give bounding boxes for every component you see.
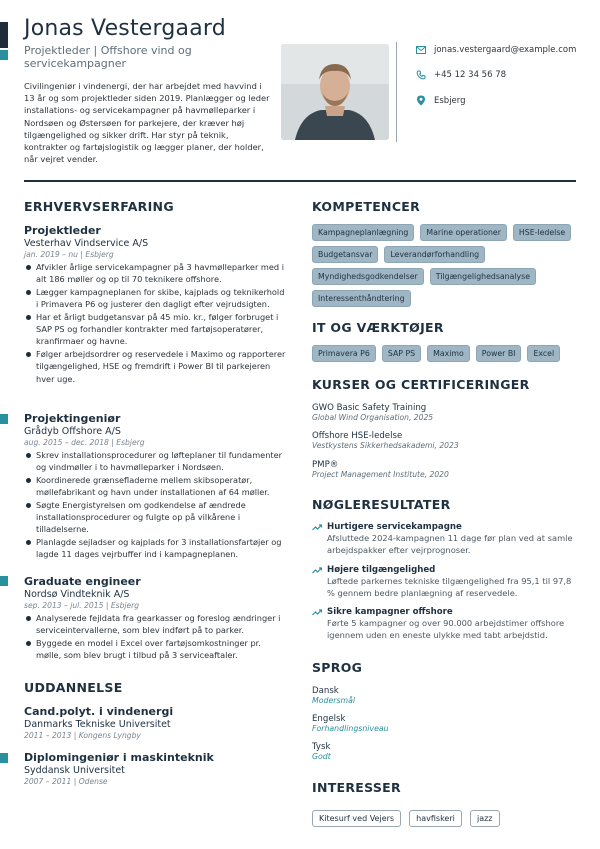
section-title-experience: ERHVERVSERFARING xyxy=(24,199,174,214)
job-bullets xyxy=(24,612,286,662)
result-text: Løftede parkernes tekniske tilgængelighed fra 95,1 til 97,8 % gennem bedre planlægning af reservedele. xyxy=(327,576,572,599)
contact-email[interactable] xyxy=(416,45,576,55)
skills-tags xyxy=(312,224,576,312)
section-title-languages: SPROG xyxy=(312,660,363,675)
result-entry xyxy=(312,522,576,556)
job-title: Graduate engineer xyxy=(24,575,141,588)
contact-location-text: Esbjerg xyxy=(434,95,466,106)
job-dates: jan. 2019 – nu xyxy=(24,250,78,259)
tools-tags xyxy=(312,345,576,367)
experience-accent-bar-2 xyxy=(0,576,8,586)
separator: | xyxy=(105,601,111,610)
tool-tag: Maximo xyxy=(427,345,470,362)
experience-accent-bar xyxy=(0,414,8,424)
course-entry xyxy=(312,460,576,479)
candidate-name: Jonas Vestergaard xyxy=(24,16,226,41)
result-entry xyxy=(312,565,576,599)
course-org: Global Wind Organisation, 2025 xyxy=(312,413,434,422)
job-bullet: Følger arbejdsordrer og reservedele i Maximo og rapporterer tilgængelighed, HSE og fremdrift i Power BI til parkejeren hver uge. xyxy=(24,348,286,385)
language-level: Forhandlingsniveau xyxy=(312,724,389,733)
job-bullets xyxy=(24,449,286,561)
skill-tag: Interessenthåndtering xyxy=(312,290,411,307)
contact-phone[interactable] xyxy=(416,70,506,80)
education-degree: Diplomingeniør i maskinteknik xyxy=(24,751,214,764)
interest-tag: havfiskeri xyxy=(409,810,462,827)
course-entry xyxy=(312,431,576,450)
education-place: Kongens Lyngby xyxy=(78,731,141,740)
skill-tag: Marine operationer xyxy=(420,224,507,241)
job-bullet: Har et årligt budgetansvar på 45 mio. kr., følger forbruget i SAP PS og forhandler kontrakter med fartøjsoperatører, kranfirmaer og havne. xyxy=(24,311,286,348)
calendar-icon: | xyxy=(80,250,86,259)
tool-tag: SAP PS xyxy=(382,345,421,362)
trend-up-icon xyxy=(312,567,322,574)
header-divider xyxy=(396,42,397,142)
section-title-tools: IT OG VÆRKTØJER xyxy=(312,320,444,335)
result-title: Højere tilgængelighed xyxy=(327,565,436,575)
course-name: PMP® xyxy=(312,460,339,470)
section-title-interests: INTERESSER xyxy=(312,780,401,795)
skill-tag: Leverandørforhandling xyxy=(384,246,485,263)
language-name: Dansk xyxy=(312,686,339,696)
skill-tag: Budgetansvar xyxy=(312,246,378,263)
candidate-subtitle: Projektleder | Offshore vind og servicekampagner xyxy=(24,44,192,70)
profile-photo xyxy=(281,44,389,140)
course-name: Offshore HSE-ledelse xyxy=(312,431,403,441)
profile-summary: Civilingeniør i vindenergi, der har arbejdet med havvind i 13 år og som projektleder siden 2019. Planlægger og leder installations- og servicekampagner på havmølleparker i Nordsøen og Østersøen for parkejere, der kræver høj tilgængelighed og sikker drift. Har styr på teknik, kontrakter og fartøjslogistik og lægger planer, der holder, når vejret vender. xyxy=(24,81,270,165)
job-bullets xyxy=(24,261,286,385)
education-school: Danmarks Tekniske Universitet xyxy=(24,719,171,730)
course-org: Project Management Institute, 2020 xyxy=(312,470,449,479)
interest-tag: jazz xyxy=(470,810,500,827)
job-place: Esbjerg xyxy=(110,601,140,610)
job-bullet: Planlagde sejladser og kajplads for 3 installationsfartøjer og lagde 11 dages vejrbuffer ind i kampagneplanen. xyxy=(24,536,286,561)
result-entry xyxy=(312,607,576,641)
job-place: Esbjerg xyxy=(85,250,114,259)
contact-phone-text: +45 12 34 56 78 xyxy=(434,70,507,80)
job-entry xyxy=(24,224,286,385)
job-company: Grådyb Offshore A/S xyxy=(24,426,121,437)
tool-tag: Power BI xyxy=(476,345,522,362)
course-name: GWO Basic Safety Training xyxy=(312,403,427,413)
tool-tag: Excel xyxy=(527,345,560,362)
separator: | xyxy=(111,438,117,447)
language-name: Tysk xyxy=(312,742,331,752)
job-title: Projektleder xyxy=(24,224,101,237)
course-entry xyxy=(312,403,576,422)
tool-tag: Primavera P6 xyxy=(312,345,376,362)
language-entry xyxy=(312,742,331,761)
education-degree: Cand.polyt. i vindenergi xyxy=(24,705,174,718)
education-place: Odense xyxy=(78,777,108,786)
job-company: Nordsø Vindteknik A/S xyxy=(24,589,130,600)
skill-tag: Kampagneplanlægning xyxy=(312,224,414,241)
job-bullet: Søgte Energistyrelsen om godkendelse af ændrede installationsprocedurer og fulgte op på vilkårene i tilladelserne. xyxy=(24,499,286,536)
interests-list xyxy=(312,806,576,827)
skill-tag: HSE-ledelse xyxy=(513,224,571,241)
job-meta xyxy=(24,438,286,447)
section-title-results: NØGLERESULTATER xyxy=(312,497,451,512)
portrait-illustration xyxy=(281,44,389,140)
language-entry xyxy=(312,714,389,733)
header-rule xyxy=(24,180,576,182)
job-meta xyxy=(24,601,286,610)
job-bullet: Byggede en model i Excel over fartøjsomkostninger pr. mølle, som blev brugt i tilbud på 3 serviceaftaler. xyxy=(24,637,286,662)
separator: | xyxy=(73,777,79,786)
section-title-education: UDDANNELSE xyxy=(24,680,123,695)
job-company: Vesterhav Vindservice A/S xyxy=(24,238,149,249)
interest-tag: Kitesurf ved Vejers xyxy=(312,810,401,827)
skill-tag: Myndighedsgodkendelser xyxy=(312,268,424,285)
education-school: Syddansk Universitet xyxy=(24,765,125,776)
header-accent-bar-2 xyxy=(0,50,8,60)
trend-up-icon xyxy=(312,524,322,531)
education-dates: 2011 – 2013 xyxy=(24,731,72,740)
job-bullet: Skrev installationsprocedurer og løfteplaner til fundamenter og vindmøller i to havmølleparker i Nordsøen. xyxy=(24,449,286,474)
trend-up-icon xyxy=(312,609,322,616)
course-org: Vestkystens Sikkerhedsakademi, 2023 xyxy=(312,441,459,450)
result-text: Førte 5 kampagner og over 90.000 arbejdstimer offshore igennem uden en eneste ulykke med tabt arbejdstid. xyxy=(327,618,565,641)
separator: | xyxy=(73,731,79,740)
result-text: Afsluttede 2024-kampagnen 11 dage før plan ved at samle arbejdspakker efter vejrprognoser. xyxy=(327,533,573,556)
contact-email-text: jonas.vestergaard@example.com xyxy=(434,45,577,55)
phone-icon xyxy=(416,70,426,80)
skill-tag: Tilgængelighedsanalyse xyxy=(430,268,536,285)
result-title: Sikre kampagner offshore xyxy=(327,607,453,617)
language-level: Modersmål xyxy=(312,696,356,705)
job-place: Esbjerg xyxy=(116,438,145,447)
email-icon xyxy=(416,46,426,54)
location-pin-icon xyxy=(416,95,426,106)
job-entry xyxy=(24,575,286,662)
education-meta xyxy=(24,731,286,740)
job-meta xyxy=(24,250,286,259)
job-bullet: Koordinerede grænsefladerne mellem skibsoperatør, møllefabrikant og havn under installationen af 64 møller. xyxy=(24,474,286,499)
header-accent-bar xyxy=(0,22,8,48)
language-entry xyxy=(312,686,355,705)
contact-location xyxy=(416,95,466,106)
job-entry xyxy=(24,412,286,561)
job-bullet: Lægger kampagneplanen for skibe, kajplads og teknikerhold i Primavera P6 og justerer den dagligt efter vejrudsigten. xyxy=(24,286,286,311)
result-title: Hurtigere servicekampagne xyxy=(327,522,462,532)
section-title-courses: KURSER OG CERTIFICERINGER xyxy=(312,377,530,392)
job-bullet: Afvikler årlige servicekampagner på 3 havmølleparker med i alt 186 møller og op til 70 teknikere offshore. xyxy=(24,261,286,286)
job-bullet: Analyserede fejldata fra gearkasser og foreslog ændringer i serviceintervallerne, som blev indført på to parker. xyxy=(24,612,286,637)
education-entry xyxy=(24,705,286,740)
job-dates: aug. 2015 – dec. 2018 xyxy=(24,438,109,447)
education-dates: 2007 – 2011 xyxy=(24,777,72,786)
language-name: Engelsk xyxy=(312,714,346,724)
education-accent-bar xyxy=(0,753,8,763)
job-title: Projektingeniør xyxy=(24,412,121,425)
language-level: Godt xyxy=(312,752,331,761)
education-meta xyxy=(24,777,286,786)
job-dates: sep. 2013 – jul. 2015 xyxy=(24,601,104,610)
education-entry xyxy=(24,751,286,786)
section-title-skills: KOMPETENCER xyxy=(312,199,421,214)
